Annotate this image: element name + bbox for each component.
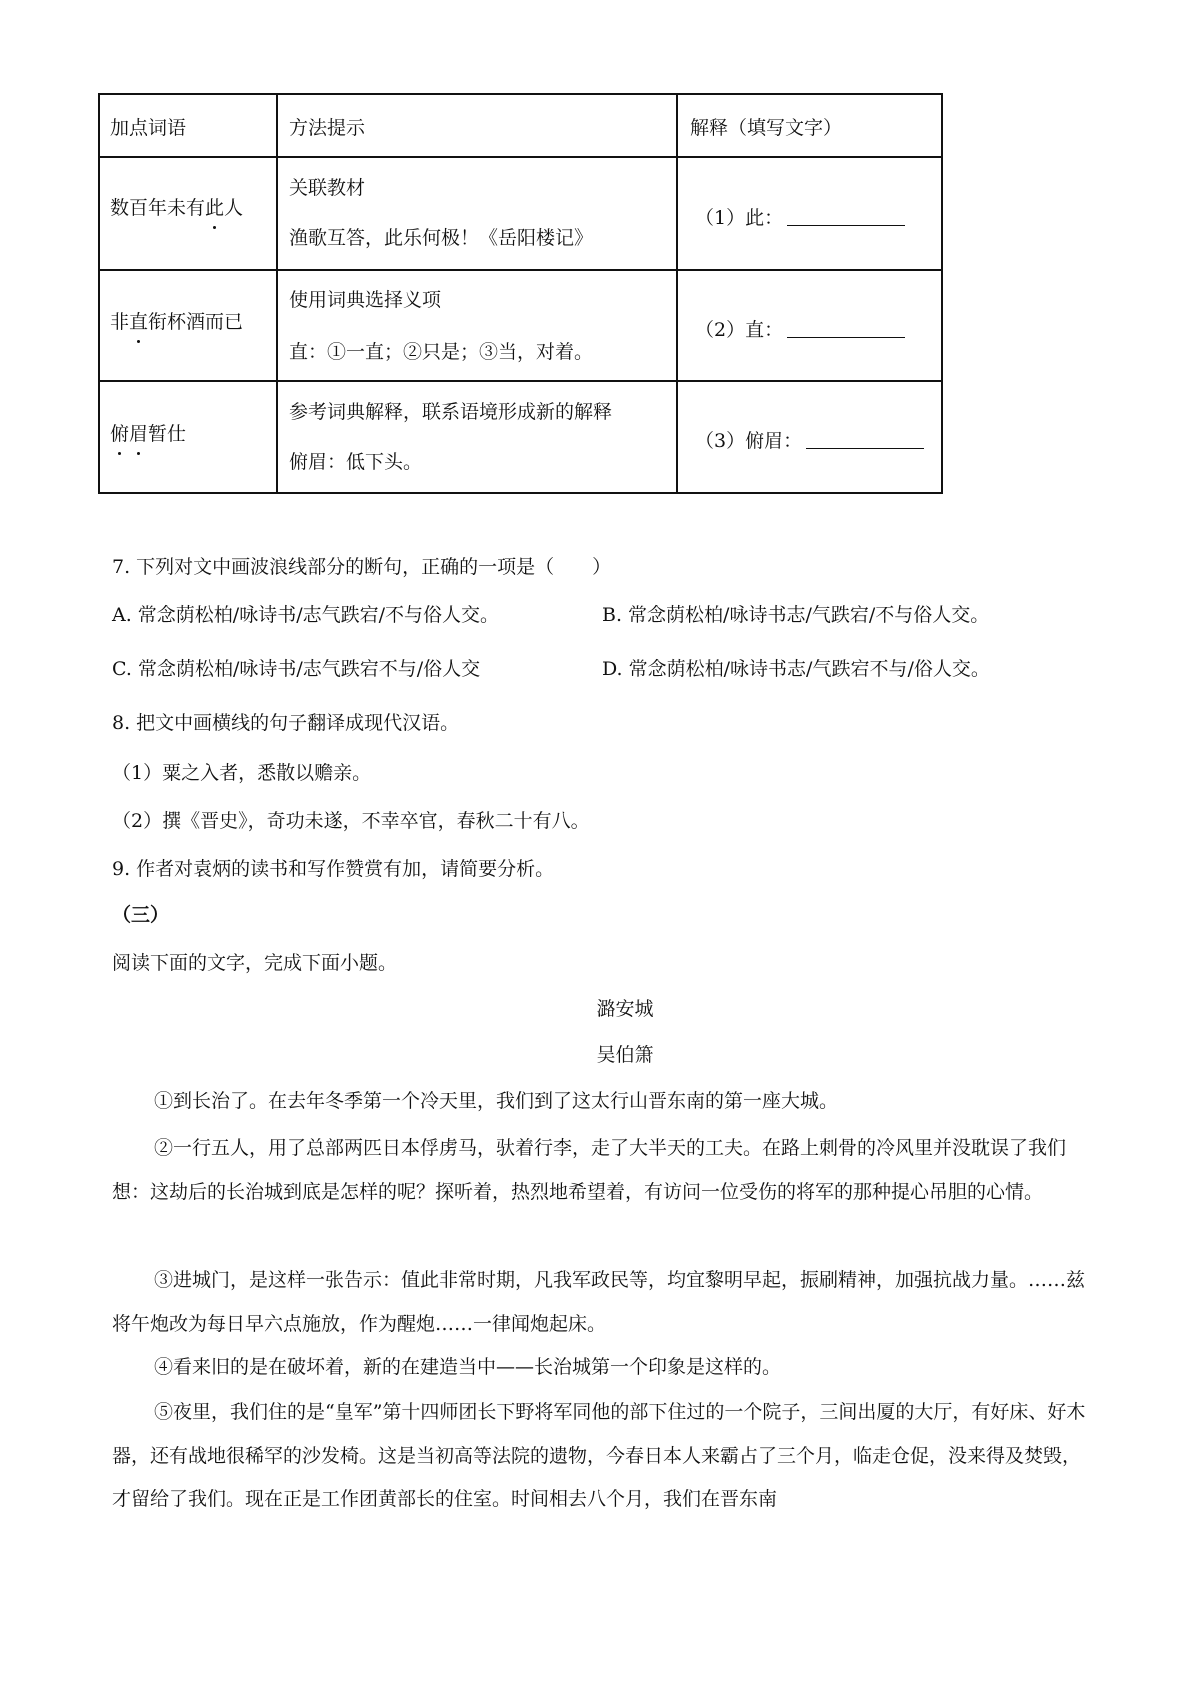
q7-option-b[interactable]: B. 常念荫松柏/咏诗书志/气跌宕/不与俗人交。 bbox=[602, 604, 990, 626]
row2-answer: （2）直： bbox=[695, 315, 905, 342]
header-answer: 解释（填写文字） bbox=[690, 117, 843, 139]
q7-option-a[interactable]: A. 常念荫松柏/咏诗书/志气跌宕/不与俗人交。 bbox=[112, 604, 500, 626]
section-instruction: 阅读下面的文字，完成下面小题。 bbox=[112, 952, 398, 974]
emphasis-dot: 眉 bbox=[129, 419, 148, 446]
row1-hint-line1: 关联教材 bbox=[289, 177, 366, 199]
emphasis-dot: 俯 bbox=[110, 419, 129, 446]
row3-hint-line1: 参考词典解释，联系语境形成新的解释 bbox=[289, 401, 613, 423]
q8-stem: 8. 把文中画横线的句子翻译成现代汉语。 bbox=[112, 712, 460, 734]
passage-paragraph-1: ①到长治了。在去年冬季第一个冷天里，我们到了这太行山晋东南的第一座大城。 bbox=[154, 1090, 839, 1112]
q7-option-c[interactable]: C. 常念荫松柏/咏诗书/志气跌宕不与/俗人交 bbox=[112, 658, 481, 680]
passage-paragraph-2: ②一行五人，用了总部两匹日本俘虏马，驮着行李，走了大半天的工夫。在路上刺骨的冷风里并没耽误了我们想：这劫后的长治城到底是怎样的呢？探听着，热烈地希望着，有访问一位受伤的将军的那种提心吊胆的心情。 bbox=[112, 1137, 1067, 1203]
article-author: 吴伯箫 bbox=[596, 1044, 654, 1066]
row1-answer: （1）此： bbox=[695, 203, 905, 230]
row2-hint-line2: 直：①一直；②只是；③当，对着。 bbox=[289, 341, 594, 363]
passage-paragraph-3: ③进城门，是这样一张告示：值此非常时期，凡我军政民等，均宜黎明早起，振刷精神，加强抗战力量。……兹将午炮改为每日早六点施放，作为醒炮……一律闻炮起床。 bbox=[112, 1269, 1086, 1335]
row3-hint-line2: 俯眉：低下头。 bbox=[289, 451, 423, 473]
q7-option-d[interactable]: D. 常念荫松柏/咏诗书志/气跌宕不与/俗人交。 bbox=[602, 658, 990, 680]
emphasis-dot: 此 bbox=[205, 193, 224, 220]
article-title: 潞安城 bbox=[596, 998, 654, 1020]
vocab-table bbox=[98, 93, 943, 494]
answer-blank[interactable] bbox=[787, 337, 905, 338]
section-heading: （三） bbox=[112, 904, 170, 926]
emphasis-dot: 直 bbox=[129, 307, 148, 334]
header-term: 加点词语 bbox=[110, 117, 187, 139]
q7-stem: 7. 下列对文中画波浪线部分的断句，正确的一项是（ ） bbox=[112, 556, 612, 578]
header-hint: 方法提示 bbox=[289, 117, 366, 139]
row1-term: 数百年未有此人 bbox=[110, 193, 243, 220]
q9-stem: 9. 作者对袁炳的读书和写作赞赏有加，请简要分析。 bbox=[112, 858, 555, 880]
passage-paragraph-4: ④看来旧的是在破坏着，新的在建造当中——长治城第一个印象是这样的。 bbox=[154, 1356, 782, 1378]
q8-sentence-2: （2）撰《晋史》，奇功未遂，不幸卒官，春秋二十有八。 bbox=[112, 810, 590, 832]
row1-hint-line2: 渔歌互答，此乐何极！《岳阳楼记》 bbox=[289, 227, 594, 249]
row2-hint-line1: 使用词典选择义项 bbox=[289, 289, 442, 311]
q8-sentence-1: （1）粟之入者，悉散以赡亲。 bbox=[112, 762, 372, 784]
row2-term: 非直衔杯酒而已 bbox=[110, 307, 243, 334]
answer-blank[interactable] bbox=[806, 448, 924, 449]
passage-paragraph-5: ⑤夜里，我们住的是“皇军”第十四师团长下野将军同他的部下住过的一个院子，三间出厦的大厅，有好床、好木器，还有战地很稀罕的沙发椅。这是当初高等法院的遗物，今春日本人来霸占了三个月，临走仓促，没来得及焚毁，才留给了我们。现在正是工作团黄部长的住室。时间相去八个月，我们在晋东南 bbox=[112, 1401, 1086, 1510]
row3-term: 俯眉暂仕 bbox=[110, 419, 186, 446]
row3-answer: （3）俯眉： bbox=[695, 426, 924, 453]
answer-blank[interactable] bbox=[787, 225, 905, 226]
